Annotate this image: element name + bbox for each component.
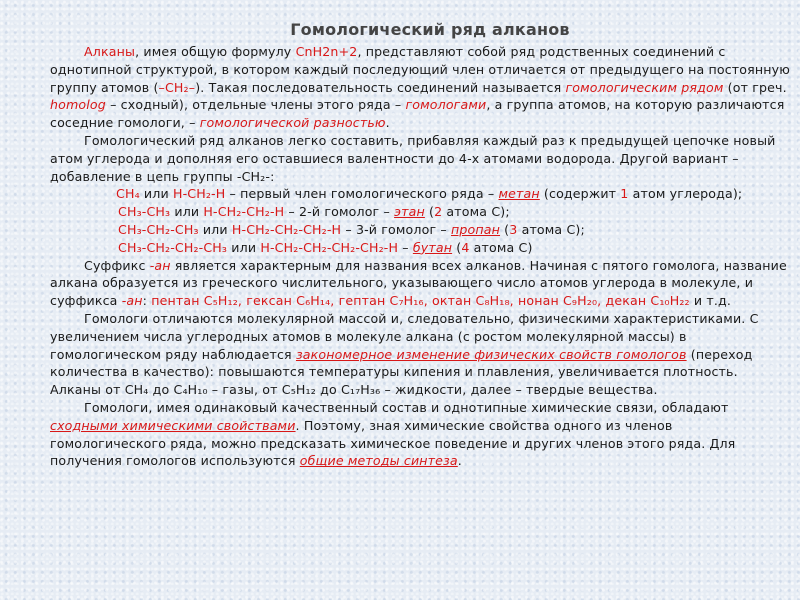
text: – 3-й гомолог – [341, 221, 451, 237]
term-property-change: закономерное изменение физических свойств гомологов [295, 346, 687, 362]
text: Гомологический ряд алканов легко составить, прибавляя каждый раз к предыдущей цепочке новый атом углерода и дополняя его оставшиеся валентности до 4-х атомами водорода. Другой вариант – добавление в цепь группы -CH₂-: [50, 132, 776, 184]
text: Гомологи отличаются молекулярной массой и, следовательно, физическими характеристиками. С увеличением числа углеродных атомов в молекуле алкана (с ростом молекулярной массы) в гомологическом ряду наблюдается [50, 310, 759, 362]
term-homologs: гомологами [405, 97, 487, 113]
paragraph-chemical-properties [50, 399, 790, 470]
compound-name: этан [394, 204, 425, 220]
term-similar-properties: сходными химическими свойствами [50, 417, 296, 433]
term-alkanes: Алканы [84, 44, 136, 59]
paragraph-definition [50, 43, 790, 132]
page-title: Гомологический ряд алканов [290, 20, 570, 39]
text: (переход количества в качество): повышаются температуры кипения и плавления, увеличивается плотность. Алканы от CH₄ до C₄H₁₀ – газы, от C₅H₁₂ до C₁₇H₃₆ – жидкости, далее – твердые вещества. [50, 346, 753, 398]
text: атома С) [469, 239, 533, 255]
ch2-group: –CH₂– [158, 79, 196, 95]
formula: CH₄ [116, 186, 140, 202]
text: (от греч. [723, 79, 787, 95]
text: ). Такая последовательность соединений называется [195, 79, 566, 95]
formula: CH₃-CH₂-CH₂-CH₃ [118, 239, 228, 255]
compound-name: пропан [451, 221, 501, 237]
slide-body [50, 43, 790, 470]
paragraph-physical-properties [50, 310, 790, 399]
homolog-line-butane [50, 239, 790, 257]
carbon-count: 4 [461, 239, 470, 255]
text: или [139, 186, 173, 202]
text: , имея общую формулу [135, 44, 296, 59]
formula: H-CH₂-H [172, 186, 226, 202]
carbon-count: 2 [434, 204, 443, 220]
text: – сходный), отдельные члены этого ряда – [105, 97, 406, 113]
text: Суффикс [84, 257, 150, 273]
text: или [198, 221, 232, 237]
text: – первый член гомологического ряда – [225, 186, 499, 202]
text: . Поэтому, зная химические свойства одного из членов гомологического ряда, можно предсказать химическое поведение и других членов этого ряда. Для получения гомологов используются [50, 417, 736, 469]
suffix-an: -ан [149, 257, 171, 273]
compound-name: бутан [412, 239, 453, 255]
text: . [457, 453, 462, 469]
text: атом углерода); [628, 186, 743, 202]
text: ( [424, 204, 435, 220]
formula: H-CH₂-CH₂-CH₂-H [231, 221, 342, 237]
paragraph-construction [50, 132, 790, 185]
carbon-count: 1 [620, 186, 629, 202]
formula: CH₃-CH₃ [118, 204, 171, 220]
text: является характерным для названия всех алканов. Начиная с пятого гомолога, название алкана образуется из греческого числительного, указывающего число атомов углерода в молекуле, и суффикса [50, 257, 787, 309]
formula: H-CH₂-CH₂-H [203, 204, 285, 220]
text: , а группа атомов, на которую различаются соседние гомологи, – [50, 97, 785, 131]
text: Гомологи, имея одинаковый качественный состав и однотипные химические связи, обладают [84, 399, 729, 415]
text: и т.д. [689, 293, 732, 309]
term-synthesis-methods: общие методы синтеза [299, 453, 458, 469]
homolog-line-propane [50, 221, 790, 239]
term-homolog-greek: homolog [50, 97, 106, 113]
paragraph-suffix [50, 257, 790, 310]
text: (содержит [539, 186, 621, 202]
text: атома С); [442, 204, 510, 220]
homolog-line-methane [50, 185, 790, 203]
text: – 2-й гомолог – [284, 204, 395, 220]
formula: CH₃-CH₂-CH₃ [118, 221, 199, 237]
text: ( [452, 239, 462, 255]
text: : [142, 293, 152, 309]
text: , представляют собой ряд родственных соединений с однотипной структурой, в котором каждый последующий член отличается от предыдущего на постоянную группу атомов ( [50, 44, 790, 95]
text: или [170, 204, 204, 220]
text: . [385, 115, 390, 131]
term-homologous-difference: гомологической разностью [199, 115, 386, 131]
text: или [227, 239, 261, 255]
formula: H-CH₂-CH₂-CH₂-CH₂-H [260, 239, 399, 255]
term-homologous-series: гомологическим рядом [565, 79, 724, 95]
general-formula: CnH2n+2 [295, 44, 358, 59]
text: – [398, 239, 413, 255]
suffix-an: -ан [121, 293, 143, 309]
text: атома С); [517, 221, 585, 237]
alkane-list: пентан C₅H₁₂, гексан C₆H₁₄, гептан C₇H₁₆, октан C₈H₁₈, нонан C₉H₂₀, декан C₁₀H₂₂ [151, 293, 690, 309]
text: ( [500, 221, 510, 237]
compound-name: метан [498, 186, 540, 202]
carbon-count: 3 [509, 221, 518, 237]
homolog-line-ethane [50, 203, 790, 221]
